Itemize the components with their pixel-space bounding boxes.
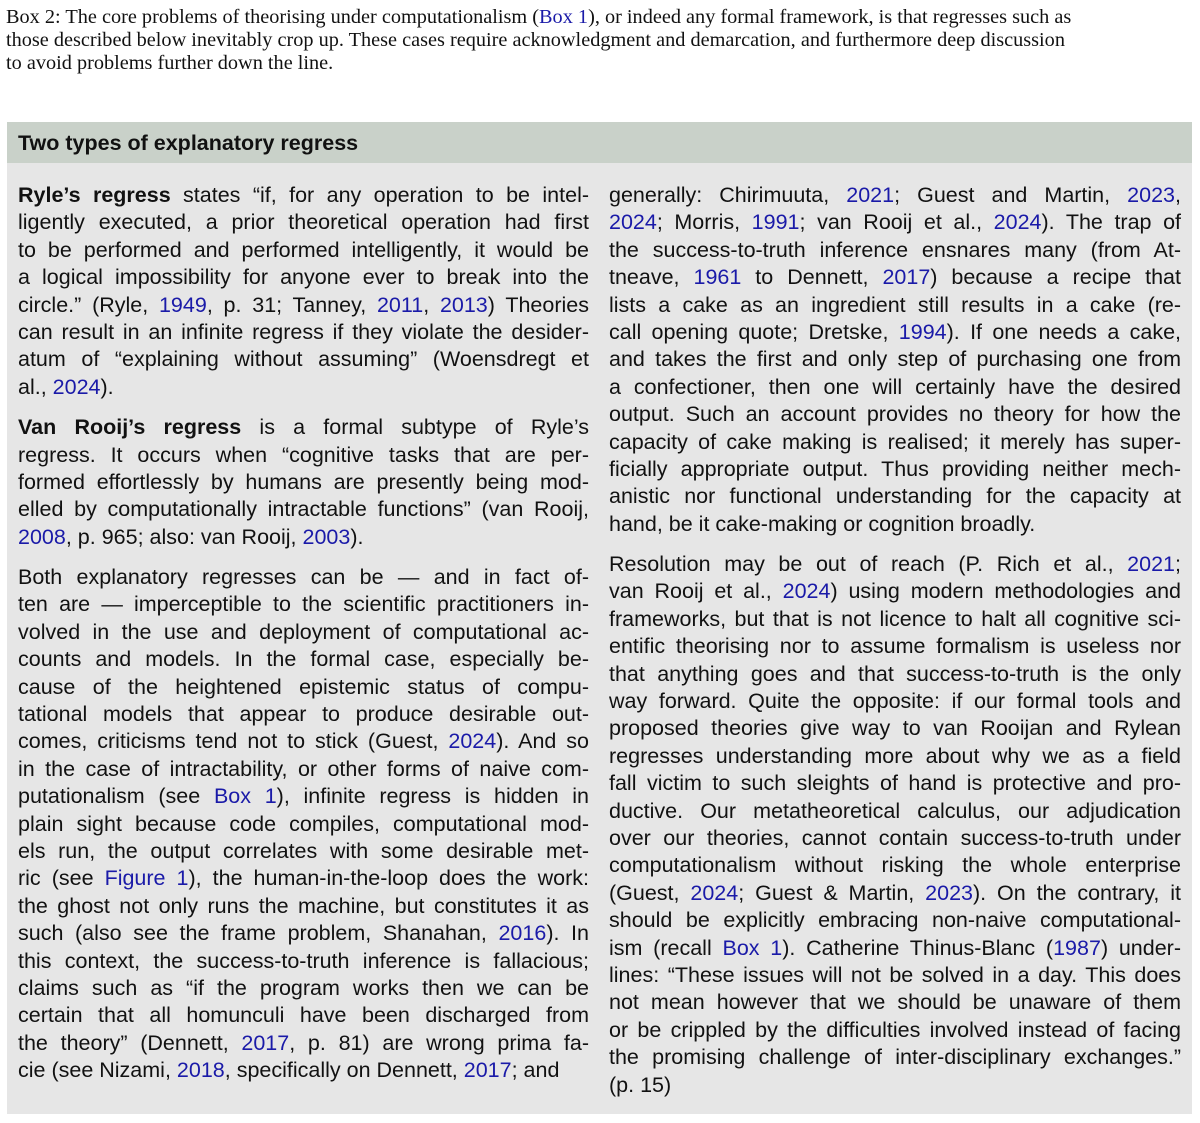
text-line [609, 715, 1181, 742]
text-line [609, 456, 1181, 483]
text-run: ) Theories [487, 292, 589, 317]
citation-link[interactable]: 2023 [1127, 183, 1176, 207]
text-run: ric (see [18, 866, 105, 891]
text-run: and takes the first and only step of purchasing one from [609, 347, 1181, 372]
text-line [609, 578, 1181, 605]
text-run: frameworks, but that is not licence to halt all cognitive sci- [609, 606, 1181, 631]
text-line [18, 1002, 589, 1029]
text-line [609, 483, 1181, 510]
text-run: volved in the use and deployment of computational ac- [18, 619, 589, 644]
text-line [18, 237, 589, 264]
text-line [609, 852, 1181, 879]
text-line [609, 346, 1181, 373]
text-run: this context, the success-to-truth inference is fallacious; [18, 948, 589, 973]
text-run: those described below inevitably crop up. These cases require acknowledgment and demarcation, and furthermore deep discussion [6, 29, 1065, 51]
text-run: lists a cake as an ingredient still results in a cake (re- [609, 292, 1181, 317]
text-line [18, 414, 589, 441]
text-line [609, 401, 1181, 428]
text-line [18, 1057, 589, 1084]
text-run: way forward. Quite the opposite: if our formal tools and [609, 689, 1181, 714]
citation-link[interactable]: 1949 [158, 292, 207, 317]
text-line [18, 564, 589, 591]
text-run: (Guest, [609, 880, 691, 905]
text-run: lines: “These issues will not be solved in a day. This does [609, 962, 1181, 987]
text-run: ductive. Our metatheoretical calculus, our adjudication [609, 798, 1181, 823]
text-line [609, 880, 1181, 907]
citation-link[interactable]: 2018 [176, 1058, 225, 1083]
text-line [609, 935, 1181, 962]
text-run: cie (see Nizami, [18, 1058, 177, 1083]
text-line [609, 237, 1181, 264]
text-run: , [423, 292, 440, 317]
text-run: ; Guest & Martin, [738, 880, 926, 905]
text-run: is a formal subtype of Ryle’s [241, 415, 589, 440]
text-line [609, 1017, 1181, 1044]
text-run: ). Catherine Thinus-Blanc ( [782, 935, 1054, 960]
text-line [18, 442, 589, 469]
text-line [18, 674, 589, 701]
text-run: ligently executed, a prior theoretical operation had first [18, 210, 589, 235]
text-run: fall victim to such sleights of hand is protective and pro- [609, 771, 1181, 796]
text-line [609, 551, 1181, 578]
citation-link[interactable]: 1961 [693, 265, 742, 290]
text-line [609, 1044, 1181, 1071]
citation-link[interactable]: 2023 [925, 880, 973, 905]
text-run: the promising challenge of inter-disciplinary exchanges.” [609, 1045, 1181, 1070]
text-run: ) under- [1100, 935, 1181, 960]
text-run: to Dennett, [741, 265, 883, 290]
box-link[interactable]: Box 1 [539, 6, 589, 28]
text-line [18, 374, 589, 401]
right-column [609, 182, 1181, 1099]
text-line [609, 743, 1181, 770]
text-line [609, 264, 1181, 291]
text-line [609, 374, 1181, 401]
citation-link[interactable]: 2024 [993, 210, 1042, 235]
citation-link[interactable]: 1994 [898, 319, 947, 344]
text-run: Both explanatory regresses can be — and in fact of- [18, 565, 589, 590]
text-run: ). [350, 524, 364, 549]
text-line [18, 811, 589, 838]
citation-link[interactable]: 2017 [882, 265, 931, 290]
text-run: ficially appropriate output. Thus providing neither mech- [609, 456, 1181, 481]
box-title: Two types of explanatory regress [18, 131, 359, 155]
text-run: ). [100, 374, 114, 399]
text-run: regress. It occurs when “cognitive tasks that are per- [18, 442, 589, 467]
text-run: els run, the output correlates with some desirable met- [18, 838, 589, 863]
text-run: Box 2: The core problems of theorising under computationalism ( [6, 6, 540, 28]
text-run: ), infinite regress is hidden in [276, 784, 590, 809]
text-line [18, 893, 589, 920]
text-line [609, 429, 1181, 456]
text-run: putationalism (see [18, 784, 214, 809]
text-run: ; van Rooij et al., [799, 210, 994, 235]
text-run: (p. 15) [609, 1072, 672, 1097]
regress-term: Ryle’s regress [18, 183, 171, 207]
text-line [18, 524, 589, 551]
citation-link[interactable]: Figure 1 [104, 866, 189, 891]
citation-link[interactable]: 1987 [1053, 935, 1101, 960]
left-column [18, 182, 589, 1085]
text-line [609, 633, 1181, 660]
text-line [609, 511, 1181, 538]
text-run: anistic nor functional understanding for the capacity at [609, 484, 1181, 509]
text-run: ; [1175, 552, 1181, 577]
text-run: circle.” (Ryle, [18, 292, 159, 317]
text-run: regresses understanding more about why we as a field [609, 743, 1181, 768]
text-run: certain that all homunculi have been discharged from [18, 1003, 589, 1028]
citation-link[interactable]: 2024 [52, 374, 101, 399]
paragraph [18, 564, 589, 1084]
text-run: should be explicitly embracing non-naive computational- [609, 908, 1181, 933]
paragraph [18, 414, 589, 551]
citation-link[interactable]: 2016 [498, 921, 547, 946]
text-line [609, 209, 1181, 236]
text-run: the theory” (Dennett, [18, 1030, 242, 1055]
text-line [18, 701, 589, 728]
text-line [18, 783, 589, 810]
text-line [18, 292, 589, 319]
text-run: ). The trap of [1041, 210, 1182, 235]
text-run: that anything goes and that success-to-truth is the only [609, 661, 1181, 686]
text-line [18, 264, 589, 291]
text-run: plain sight because code compiles, computational mod- [18, 811, 589, 836]
text-run: ), or indeed any formal framework, is that regresses such as [588, 6, 1072, 28]
citation-link[interactable]: Box 1 [722, 935, 783, 960]
citation-link[interactable]: Box 1 [213, 784, 277, 809]
text-run: can result in an infinite regress if they violate the desider- [18, 319, 589, 344]
text-run: or be crippled by the difficulties involved instead of facing [609, 1017, 1181, 1042]
citation-link[interactable]: 2013 [439, 292, 488, 317]
regress-term: Van Rooij’s regress [18, 415, 242, 440]
text-line [18, 975, 589, 1002]
text-line [609, 798, 1181, 825]
text-run: entific theorising nor to assume formalism is useless nor [609, 634, 1181, 659]
text-run: states “if, for any operation to be intel- [170, 183, 590, 207]
text-run: ) using modern methodologies and [830, 579, 1181, 604]
text-line [609, 292, 1181, 319]
text-run: output. Such an account provides no theory for how the [609, 402, 1181, 427]
citation-link[interactable]: 2011 [376, 292, 424, 317]
citation-link[interactable]: 2024 [690, 880, 739, 905]
text-line [609, 661, 1181, 688]
paragraph [18, 182, 589, 401]
text-line [18, 496, 589, 523]
text-run: proposed theories give way to van Rooijan and Rylean [609, 716, 1181, 741]
text-run: , p. 81) are wrong prima fa- [289, 1030, 589, 1055]
text-run: not mean however that we should be unaware of them [609, 990, 1181, 1015]
text-run: ; Guest and Martin, [894, 183, 1128, 207]
text-run: ). On the contrary, it [973, 880, 1182, 905]
caption-line [6, 6, 1194, 29]
text-line [18, 728, 589, 755]
text-run: , p. 965; also: van Rooij, [65, 524, 303, 549]
text-run: ), the human-in-the-loop does the work: [188, 866, 589, 891]
text-run: ; Morris, [656, 210, 752, 235]
citation-link[interactable]: 2003 [302, 524, 351, 549]
citation-link[interactable]: 1991 [751, 210, 800, 235]
text-run: in the case of intractability, or other forms of naive com- [18, 756, 589, 781]
citation-link[interactable]: 2017 [241, 1030, 290, 1055]
text-line [609, 989, 1181, 1016]
text-line [609, 907, 1181, 934]
text-run: claims such as “if the program works then we can be [18, 975, 589, 1000]
text-run: elled by computationally intractable functions” (van Rooij, [18, 497, 589, 522]
text-run: a logical impossibility for anyone ever to break into the [18, 265, 589, 290]
text-run: a confectioner, then one will certainly have the desired [609, 374, 1181, 399]
citation-link[interactable]: 2024 [448, 729, 497, 754]
text-run: ). If one needs a cake, [946, 319, 1181, 344]
text-run: cause of the heightened epistemic status of compu- [18, 674, 589, 699]
text-line [609, 770, 1181, 797]
citation-link[interactable]: 2024 [609, 210, 657, 235]
text-run: the success-to-truth inference ensnares many (from At- [609, 237, 1181, 262]
text-run: ; and [511, 1058, 560, 1083]
text-run: formed effortlessly by humans are presently being mod- [18, 469, 589, 494]
paragraph [609, 182, 1181, 538]
box-header [7, 122, 1192, 163]
text-run: van Rooij et al., [609, 579, 783, 604]
text-line [18, 182, 589, 209]
text-run: , [1175, 183, 1181, 207]
text-run: ism (recall [609, 935, 723, 960]
text-line [18, 319, 589, 346]
text-line [609, 319, 1181, 346]
text-line [18, 646, 589, 673]
text-line [609, 825, 1181, 852]
text-run: ). In [546, 921, 589, 946]
text-line [18, 591, 589, 618]
text-line [609, 182, 1181, 209]
paragraph [609, 551, 1181, 1099]
text-run: call opening quote; Dretske, [609, 319, 899, 344]
citation-link[interactable]: 2021 [1127, 552, 1176, 577]
citation-link[interactable]: 2021 [846, 183, 895, 207]
text-run: to avoid problems further down the line. [6, 52, 334, 74]
text-line [18, 865, 589, 892]
text-line [18, 920, 589, 947]
text-line [18, 948, 589, 975]
text-line [609, 962, 1181, 989]
citation-link[interactable]: 2017 [463, 1058, 512, 1083]
text-run: counts and models. In the formal case, especially be- [18, 647, 589, 672]
text-run: ten are — imperceptible to the scientific practitioners in- [18, 592, 589, 617]
caption-line [6, 52, 1194, 75]
text-line [609, 688, 1181, 715]
text-line [18, 1030, 589, 1057]
text-line [18, 619, 589, 646]
text-run: over our theories, cannot contain success-to-truth under [609, 825, 1181, 850]
citation-link[interactable]: 2008 [18, 524, 66, 549]
text-line [609, 1072, 1181, 1099]
text-run: tational models that appear to produce desirable out- [18, 702, 589, 727]
caption-line [6, 29, 1194, 52]
text-run: tneave, [609, 265, 694, 290]
text-run: , specifically on Dennett, [224, 1058, 464, 1083]
text-run: the ghost not only runs the machine, but constitutes it as [18, 893, 589, 918]
text-run: hand, be it cake-making or cognition broadly. [609, 511, 1036, 536]
text-run: ). And so [496, 729, 589, 754]
text-run: generally: Chirimuuta, [609, 183, 847, 207]
text-line [18, 469, 589, 496]
text-line [609, 606, 1181, 633]
text-run: capacity of cake making is realised; it merely has super- [609, 429, 1181, 454]
text-line [18, 756, 589, 783]
box-caption [6, 6, 1194, 75]
text-line [18, 346, 589, 373]
text-run: such (also see the frame problem, Shanahan, [18, 921, 499, 946]
citation-link[interactable]: 2024 [782, 579, 831, 604]
text-run: computationalism without risking the whole enterprise [609, 853, 1181, 878]
text-run: to be performed and performed intelligently, it would be [18, 237, 589, 262]
text-line [18, 838, 589, 865]
text-run: , p. 31; Tanney, [206, 292, 377, 317]
text-line [18, 209, 589, 236]
text-box [7, 122, 1192, 1114]
text-run: al., [18, 374, 53, 399]
text-run: Resolution may be out of reach (P. Rich et al., [609, 552, 1128, 577]
text-run: comes, criticisms tend not to stick (Guest, [18, 729, 449, 754]
text-run: atum of “explaining without assuming” (Woensdregt et [18, 347, 589, 372]
text-run: ) because a recipe that [930, 265, 1181, 290]
